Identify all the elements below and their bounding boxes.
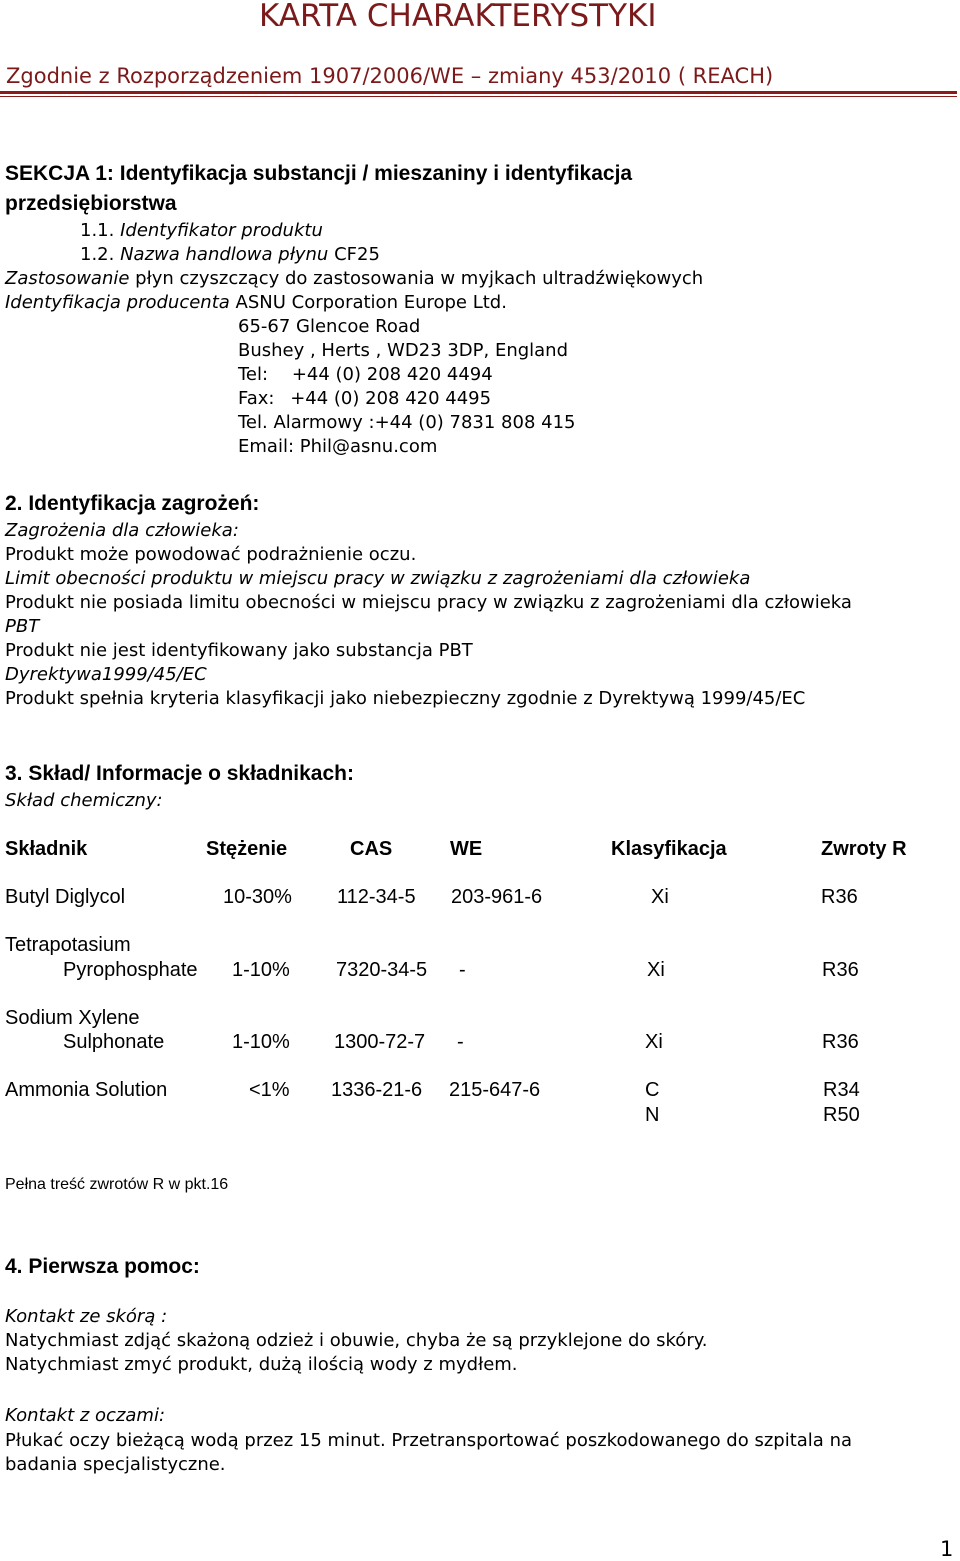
table-row-r-phrase: R36 [821, 886, 858, 908]
table-row-classification-2: N [645, 1104, 660, 1126]
address-line1: 65-67 Glencoe Road [238, 316, 421, 337]
column-header-component: Składnik [5, 838, 88, 860]
section3-heading: 3. Skład/ Informacje o składnikach: [5, 762, 354, 785]
hazards-label: Zagrożenia dla człowieka: [5, 520, 239, 541]
skin-contact-text-2: Natychmiast zmyć produkt, dużą ilością wody z mydłem. [5, 1354, 518, 1375]
r-phrases-footnote: Pełna treść zwrotów R w pkt.16 [5, 1176, 229, 1193]
column-header-concentration: Stężenie [206, 838, 288, 860]
directive-text: Produkt spełnia kryteria klasyfikacji jako niebezpieczny zgodnie z Dyrektywą 1999/45/EC [5, 688, 806, 709]
page-number: 1 [940, 1537, 954, 1561]
composition-label: Skład chemiczny: [5, 790, 163, 811]
directive-label: Dyrektywa1999/45/EC [5, 664, 207, 685]
table-row-component-cont: Pyrophosphate [63, 959, 198, 981]
table-row-classification: Xi [647, 959, 665, 981]
document-title: KARTA CHARAKTERYSTYKI [259, 0, 657, 34]
table-row-component-cont: Sulphonate [63, 1031, 165, 1053]
table-row-cas: 7320-34-5 [336, 959, 428, 981]
hazards-text: Produkt może powodować podrażnienie oczu. [5, 544, 417, 565]
document-subtitle: Zgodnie z Rozporządzeniem 1907/2006/WE – zmiany 453/2010 ( REACH) [6, 64, 774, 88]
table-row-cas: 112-34-5 [337, 886, 416, 908]
section2-heading: 2. Identyfikacja zagrożeń: [5, 492, 260, 515]
table-row-we: 215-647-6 [449, 1079, 541, 1101]
table-row-r-phrase: R36 [822, 1031, 859, 1053]
eye-contact-text-2: badania specjalistyczne. [5, 1454, 226, 1475]
table-row-concentration: 1-10% [232, 1031, 290, 1053]
trade-name: CF25 [334, 244, 380, 265]
table-row-component: Tetrapotasium [5, 934, 131, 956]
table-row-component: Ammonia Solution [5, 1079, 168, 1101]
table-row-cas: 1300-72-7 [334, 1031, 426, 1053]
eye-contact-text-1: Płukać oczy bieżącą wodą przez 15 minut. Przetransportować poszkodowanego do szpitala na [5, 1430, 853, 1451]
table-row-we: - [457, 1031, 464, 1053]
table-row-concentration: <1% [249, 1079, 290, 1101]
table-row-classification: Xi [645, 1031, 663, 1053]
use-line: Zastosowanie płyn czyszczący do zastosowania w myjkach ultradźwiękowych [5, 268, 704, 289]
producer-line: Identyfikacja producenta ASNU Corporation Europe Ltd. [5, 292, 507, 313]
table-row-component: Butyl Diglycol [5, 886, 126, 908]
column-header-cas: CAS [350, 838, 393, 860]
table-row-cas: 1336-21-6 [331, 1079, 423, 1101]
section4-heading: 4. Pierwsza pomoc: [5, 1255, 200, 1278]
table-row-we: - [459, 959, 466, 981]
column-header-we: WE [450, 838, 483, 860]
alarm-phone: Tel. Alarmowy :+44 (0) 7831 808 415 [238, 412, 576, 433]
section1-heading: SEKCJA 1: Identyfikacja substancji / mieszaniny i identyfikacja [5, 162, 633, 185]
eye-contact-label: Kontakt z oczami: [5, 1405, 166, 1426]
table-row-r-phrase: R34 [823, 1079, 860, 1101]
skin-contact-text-1: Natychmiast zdjąć skażoną odzież i obuwie, chyba że są przyklejone do skóry. [5, 1330, 708, 1351]
limit-text: Produkt nie posiada limitu obecności w miejscu pracy w związku z zagrożeniami dla człowieka [5, 592, 852, 613]
table-row-r-phrase-2: R50 [823, 1104, 860, 1126]
table-row-classification: Xi [651, 886, 669, 908]
fax-line: Fax: +44 (0) 208 420 4495 [238, 388, 492, 409]
email-line: Email: Phil@asnu.com [238, 436, 438, 457]
pbt-text: Produkt nie jest identyfikowany jako substancja PBT [5, 640, 473, 661]
header-rule-thin [0, 96, 957, 97]
table-row-concentration: 1-10% [232, 959, 290, 981]
skin-contact-label: Kontakt ze skórą : [5, 1306, 168, 1327]
table-row-component: Sodium Xylene [5, 1007, 140, 1029]
table-row-we: 203-961-6 [451, 886, 543, 908]
address-line2: Bushey , Herts , WD23 3DP, England [238, 340, 569, 361]
header-rule [0, 91, 957, 94]
item-1-1: 1.1. Identyfikator produktu [80, 220, 323, 241]
section1-heading-cont: przedsiębiorstwa [5, 192, 177, 215]
table-row-r-phrase: R36 [822, 959, 859, 981]
column-header-classification: Klasyfikacja [611, 838, 727, 860]
table-row-classification: C [645, 1079, 660, 1101]
phone-line: Tel: +44 (0) 208 420 4494 [238, 364, 493, 385]
table-row-concentration: 10-30% [223, 886, 292, 908]
limit-label: Limit obecności produktu w miejscu pracy w związku z zagrożeniami dla człowieka [5, 568, 751, 589]
pbt-label: PBT [5, 616, 40, 637]
column-header-r-phrases: Zwroty R [821, 838, 907, 860]
item-1-2: 1.2. Nazwa handlowa płynu CF25 [80, 244, 380, 265]
